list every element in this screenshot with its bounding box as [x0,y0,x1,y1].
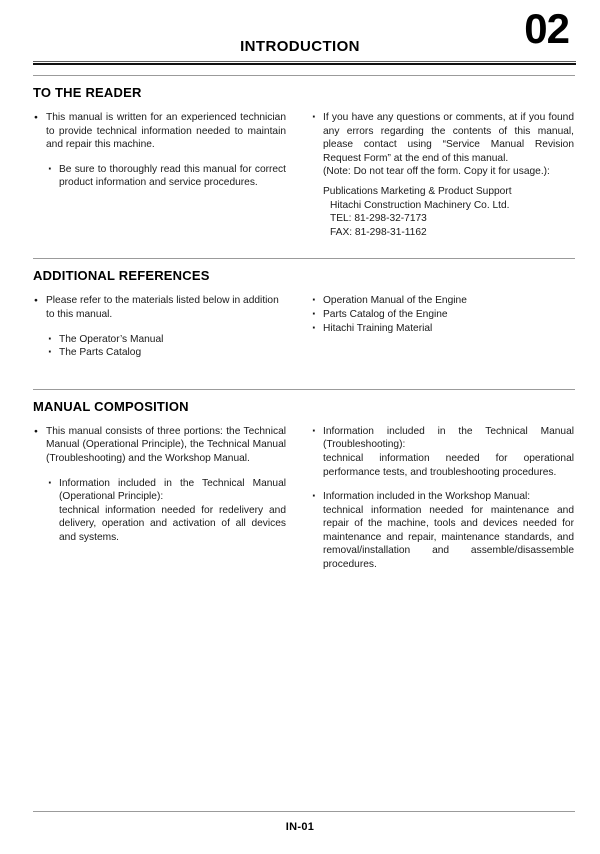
bullet-list [33,294,286,321]
bullet-list [310,425,574,479]
right-column [300,294,576,359]
bullet-sublist [33,477,286,545]
list-item [46,477,286,545]
right-column [300,111,576,239]
list-item [46,333,286,347]
chapter-number: 02 [524,5,569,52]
page-reference-number: IN-01 [285,821,315,833]
list-item [46,346,286,360]
bullet-list [33,425,286,466]
list-item-continuation: technical information needed for maintenance and repair of the machine, tools and devices needed for maintenance and repair, maintenance standards, and removal/installation and assemble/disassemble procedures. [323,504,574,571]
list-item-text: · Information included in the Technical Manual (Operational Principle): [59,477,286,503]
page-title: INTRODUCTION [240,38,360,55]
section-divider [33,75,575,76]
bullet-sublist [33,163,286,190]
list-item [310,490,574,572]
header-divider [33,61,576,65]
left-column [24,425,300,572]
list-item-continuation: technical information needed for operational performance tests, and troubleshooting procedures. [323,452,574,478]
left-column [24,294,300,359]
list-item-text: ● This manual is written for an experienced technician to provide technical information needed to maintain and repair this machine. [46,112,286,151]
list-item-continuation: technical information needed for redelivery and delivery, operation and activation of all devices and systems. [59,504,286,543]
list-item-text: ● This manual consists of three portions: the Technical Manual (Operational Principle), the Technical Manual (Troubleshooting) and the Workshop Manual. [46,425,286,464]
list-item-continuation: (Note: Do not tear off the form. Copy it for usage.): [323,166,550,178]
list-item-text: · Parts Catalog of the Engine [323,308,448,320]
list-item [33,425,286,466]
two-column-body [24,111,576,239]
section-to-the-reader [24,75,576,239]
section-manual-composition [24,389,576,572]
two-column-body [24,294,576,359]
list-item [33,111,286,152]
list-item [310,322,574,336]
bullet-list [310,490,574,572]
address-fax: FAX: 81-298-31-1162 [330,226,427,238]
address-telephone: TEL: 81-298-32-7173 [330,213,427,225]
contact-address-block [310,185,574,239]
section-divider [33,258,575,259]
section-heading: MANUAL COMPOSITION [33,398,189,414]
page-header [24,0,576,66]
list-item-text: · Information included in the Workshop Manual: [323,491,531,503]
list-item [310,111,574,179]
bullet-sublist [33,333,286,360]
footer-divider [33,811,575,812]
left-column [24,111,300,239]
bullet-list [310,111,574,179]
list-item [33,294,286,321]
list-item [310,308,574,322]
list-item-text: · Hitachi Training Material [323,322,433,334]
two-column-body [24,425,576,572]
list-item-text: · Operation Manual of the Engine [323,295,467,307]
list-item [310,425,574,479]
address-company: Hitachi Construction Machinery Co. Ltd. [330,199,510,211]
list-item [46,163,286,190]
list-item [310,294,574,308]
list-item-text: · Be sure to thoroughly read this manual for correct product information and service procedures. [59,163,286,189]
section-heading: ADDITIONAL REFERENCES [33,268,210,284]
list-item-text: · If you have any questions or comments, at if you found any errors regarding the contents of this manual, please contact using “Service Manual Revision Request Form” at the end of this manual. [323,112,574,164]
right-column [300,425,576,572]
section-divider [33,389,575,390]
list-item-text: · Information included in the Technical Manual (Troubleshooting): [323,425,574,451]
bullet-list [33,111,286,152]
section-heading: TO THE READER [33,85,142,100]
page-footer [24,811,576,833]
bullet-list [310,294,574,335]
list-item-text: · The Operator’s Manual [59,333,164,345]
section-additional-references [24,258,576,359]
address-department: Publications Marketing & Product Support [323,185,512,197]
list-item-text: ● Please refer to the materials listed below in addition to this manual. [46,295,279,320]
list-item-text: · The Parts Catalog [59,347,142,359]
